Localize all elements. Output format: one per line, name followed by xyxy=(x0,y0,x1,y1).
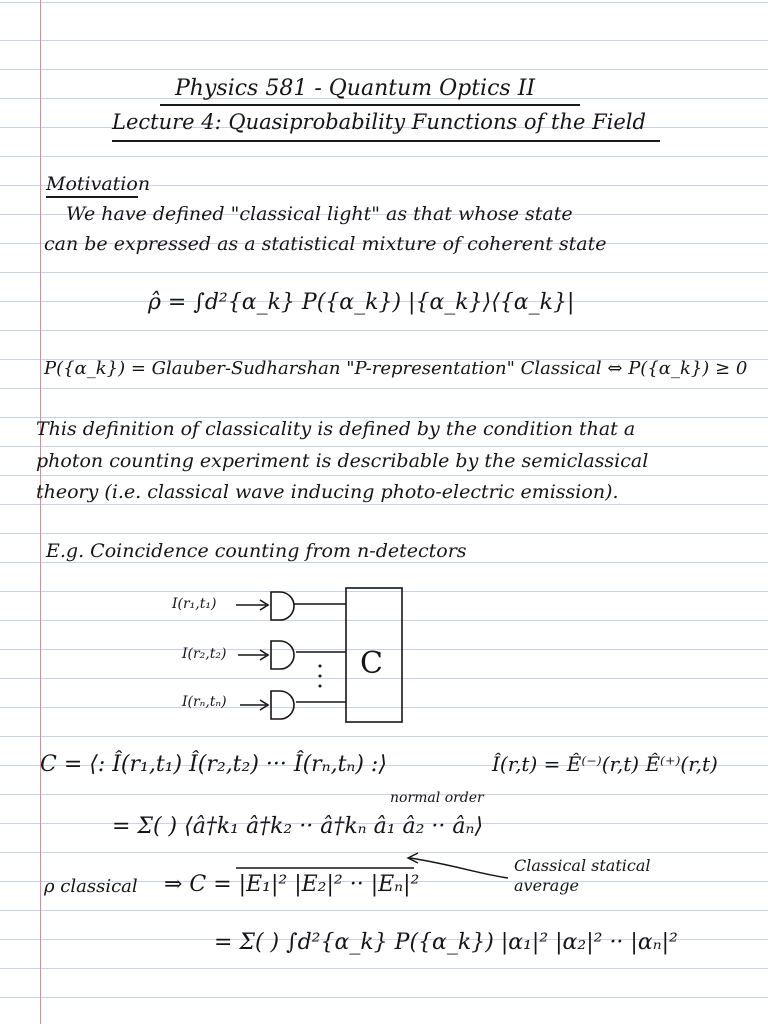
example-heading: E.g. Coincidence counting from n-detectors xyxy=(46,540,467,562)
p-representation-line: P({α_k}) = Glauber-Sudharshan "P-representation" Classical ⇔ P({α_k}) ≥ 0 xyxy=(44,358,748,379)
rho-classical-label: ρ classical xyxy=(44,876,138,897)
detector-input-n: I(rₙ,tₙ) xyxy=(182,694,227,710)
detector-n xyxy=(271,691,294,719)
detector-input-2: I(r₂,t₂) xyxy=(182,646,227,662)
classicality-line-3: theory (i.e. classical wave inducing photo-electric emission). xyxy=(36,481,619,503)
classicality-line-2: photon counting experiment is describable by the semiclassical xyxy=(36,450,649,472)
normal-ordered-expansion: = Σ( ) ⟨â†k₁ â†k₂ ·· â†kₙ â₁ â₂ ·· âₙ⟩ xyxy=(112,814,484,839)
annotation-arrow xyxy=(410,858,508,878)
ellipsis-dot-3 xyxy=(319,685,322,688)
motivation-line-1: We have defined "classical light" as that whose state xyxy=(66,203,573,225)
ellipsis-dot-2 xyxy=(319,675,322,678)
lecture-title: Lecture 4: Quasiprobability Functions of the Field xyxy=(112,110,646,134)
page-title: Physics 581 - Quantum Optics II xyxy=(175,76,536,101)
normal-order-note: normal order xyxy=(390,790,484,806)
ellipsis-dot-1 xyxy=(319,665,322,668)
classical-average-annotation: Classical statical average xyxy=(514,856,651,895)
intensity-definition: Î(r,t) = Ê⁽⁻⁾(r,t) Ê⁽⁺⁾(r,t) xyxy=(492,752,718,776)
detector-input-1: I(r₁,t₁) xyxy=(172,596,217,612)
coincidence-equation: C = ⟨: Î(r₁,t₁) Î(r₂,t₂) ··· Î(rₙ,tₙ) :⟩ xyxy=(40,752,387,777)
coincidence-box-label: C xyxy=(360,646,383,681)
p-function-average-equation: = Σ( ) ∫d²{α_k} P({α_k}) |α₁|² |α₂|² ·· |αₙ|² xyxy=(214,930,678,955)
motivation-line-2: can be expressed as a statistical mixture of coherent state xyxy=(44,233,607,255)
classical-coincidence-equation: ⇒ C = |E₁|² |E₂|² ·· |Eₙ|² xyxy=(164,872,420,897)
motivation-heading: Motivation xyxy=(46,173,151,195)
classicality-line-1: This definition of classicality is defined by the condition that a xyxy=(36,418,636,440)
detector-1 xyxy=(271,592,294,620)
density-operator-equation: ρ̂ = ∫d²{α_k} P({α_k}) |{α_k}⟩⟨{α_k}| xyxy=(148,290,575,315)
detector-2 xyxy=(271,641,294,669)
